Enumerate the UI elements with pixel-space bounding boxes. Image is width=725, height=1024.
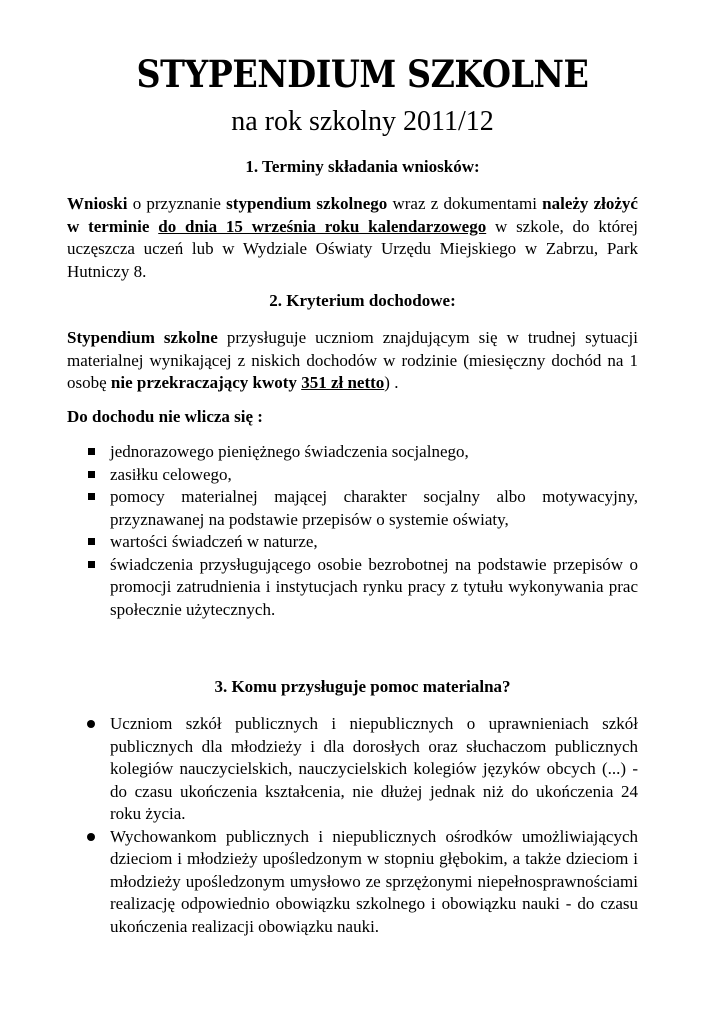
square-bullet-icon [88,471,95,478]
text-income-limit: nie przekraczający kwoty [110,373,302,392]
square-bullet-icon [88,493,95,500]
square-bullet-icon [88,561,95,568]
text-location: w szkole, do której uczęszcza uczeń lub w Wydziale Oświaty Urzędu Miejskiego w Zabrzu, Park Hutniczy 8. [67,216,638,281]
square-bullet-icon [88,448,95,455]
section-3-heading: 3. Komu przysługuje pomoc materialna? [214,677,511,696]
text-criterion-end: ) . [384,373,399,392]
text-o-przyznanie: o przyznanie [127,194,227,213]
text-wnioski: Wnioski [67,194,128,213]
square-bullet-icon [88,538,95,545]
text-stypendium-szkolnego: stypendium szkolnego [226,194,388,213]
list-item: świadczenia przysługującego osobie bezrobotnej na podstawie przepisów o promocji zatrudnienia i instytucjach rynku pracy z tytułu wykonywania prac społecznie użytecznych. [110,554,638,622]
section-2-heading: 2. Kryterium dochodowe: [269,291,456,310]
list-item: wartości świadczeń w naturze, [110,531,638,554]
document-subtitle: na rok szkolny 2011/12 [231,106,494,137]
text-nalezy-zlozyc: należy złożyć w terminie [67,194,638,236]
list-item: Uczniom szkół publicznych i niepublicznych o uprawnieniach szkół publicznych dla młodzieży i dla dorosłych oraz słuchaczom publicznych kolegiów nauczycielskich, nauczycielskich kolegiów języków obcych (...) - do czasu ukończenia kształcenia, nie dłużej jednak niż do ukończenia 24 roku życia. [110,713,638,826]
list-item: Wychowankom publicznych i niepublicznych ośrodków umożliwiających dzieciom i młodzieży upośledzonym w stopniu głębokim, a także dzieciom i młodzieży upośledzonym umysłowo ze sprzężonymi niepełnosprawnościami realizację odpowiednio obowiązku szkolnego i obowiązku nauki - do czasu ukończenia realizacji obowiązku nauki. [110,826,638,939]
list-item: pomocy materialnej mającej charakter socjalny albo motywacyjny, przyznawanej na podstawie przepisów o systemie oświaty, [110,486,638,531]
text-wraz: wraz z dokumentami [387,194,543,213]
list-item: zasiłku celowego, [110,464,638,487]
exclusions-heading: Do dochodu nie wlicza się : [67,407,263,426]
text-stypendium-szkolne: Stypendium szkolne [67,328,218,347]
exclusions-list [110,441,638,621]
section-2-paragraph [67,327,638,395]
round-bullet-icon [87,833,95,841]
text-space [149,217,158,236]
text-criterion-body: przysługuje uczniom znajdującym się w trudnej sytuacji materialnej wynikającej z niskich dochodów w rodzinie (miesięczny dochód na 1 osobę [67,328,638,392]
section-1-paragraph [67,193,638,283]
list-item: jednorazowego pieniężnego świadczenia socjalnego, [110,441,638,464]
text-deadline: do dnia 15 września roku kalendarzowego [158,216,487,236]
document-title: STYPENDIUM SZKOLNE [136,52,589,96]
eligibility-list [110,713,638,938]
text-income-amount: 351 zł netto [301,373,385,392]
round-bullet-icon [87,720,95,728]
section-1-heading: 1. Terminy składania wniosków: [245,157,480,176]
